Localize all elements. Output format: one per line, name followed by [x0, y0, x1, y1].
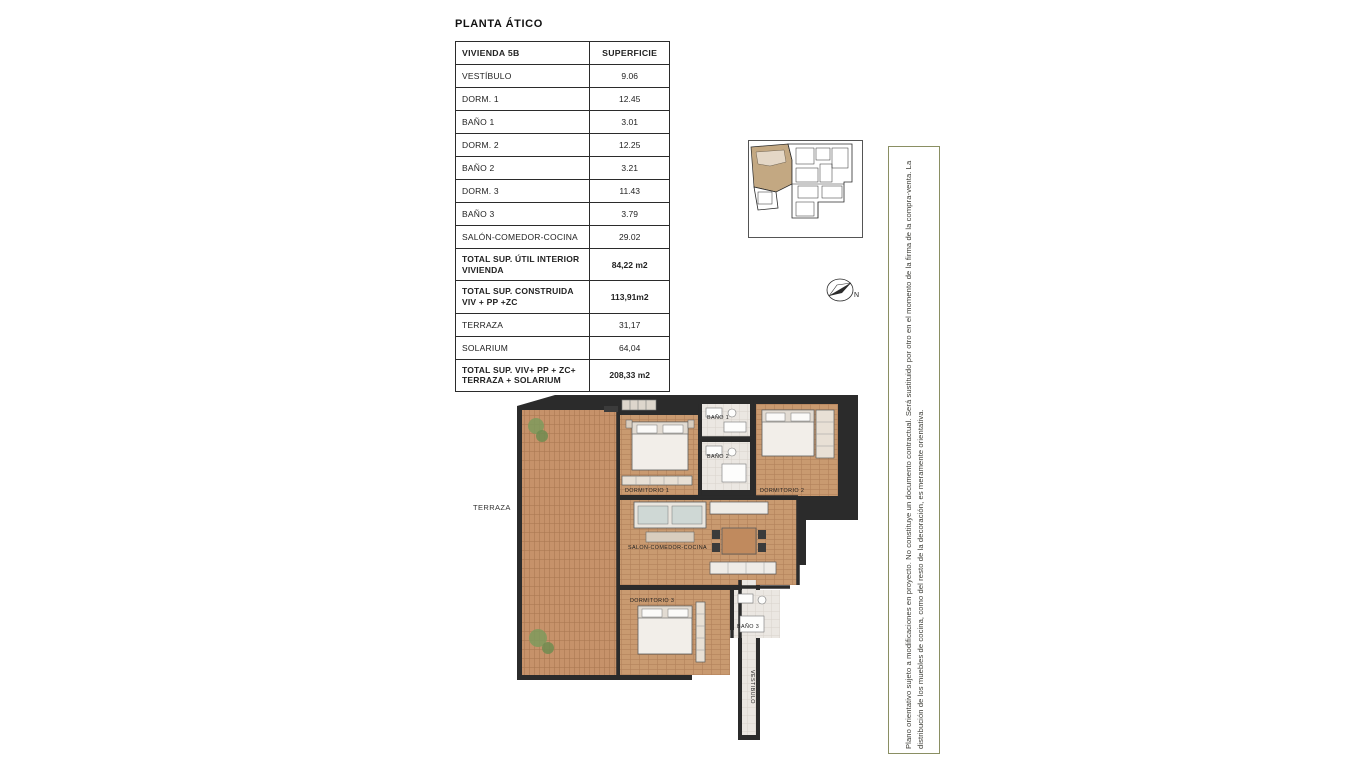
table-row	[456, 65, 670, 88]
room-label-vestibulo: VESTIBULO	[749, 670, 755, 704]
table-total-row	[456, 249, 670, 281]
row-value: 12.45	[590, 88, 670, 111]
row-value: 3.79	[590, 203, 670, 226]
row-label: TERRAZA	[456, 313, 590, 336]
table-row	[456, 226, 670, 249]
row-label: BAÑO 3	[456, 203, 590, 226]
table-header-unit: VIVIENDA 5B	[456, 42, 590, 65]
room-label-bano-2: BAÑO 2	[707, 454, 730, 460]
total-value: 84,22 m2	[590, 249, 670, 281]
row-label: BAÑO 1	[456, 111, 590, 134]
row-label: SALÓN-COMEDOR-COCINA	[456, 226, 590, 249]
table-total-row	[456, 281, 670, 313]
total-label: TOTAL SUP. CONSTRUIDA VIV + PP +ZC	[456, 281, 590, 313]
surface-table	[455, 41, 670, 392]
row-label: DORM. 3	[456, 180, 590, 203]
row-value: 11.43	[590, 180, 670, 203]
room-label-bano-3: BAÑO 3	[737, 624, 760, 630]
row-value: 29.02	[590, 226, 670, 249]
row-label: SOLARIUM	[456, 336, 590, 359]
table-row	[456, 336, 670, 359]
compass-rose	[820, 272, 866, 308]
key-plan-thumbnail	[748, 140, 863, 245]
table-row	[456, 88, 670, 111]
table-row	[456, 111, 670, 134]
total-value: 113,91m2	[590, 281, 670, 313]
terrace-label: TERRAZA	[473, 503, 511, 512]
row-value: 12.25	[590, 134, 670, 157]
table-row	[456, 180, 670, 203]
row-label: DORM. 1	[456, 88, 590, 111]
room-label-dormitorio-2: DORMITORIO 2	[760, 488, 805, 494]
disclaimer-box	[888, 146, 940, 754]
row-value: 31,17	[590, 313, 670, 336]
row-value: 64,04	[590, 336, 670, 359]
row-label: BAÑO 2	[456, 157, 590, 180]
row-value: 3.01	[590, 111, 670, 134]
page-title: PLANTA ÁTICO	[455, 18, 543, 30]
total-label: TOTAL SUP. ÚTIL INTERIOR VIVIENDA	[456, 249, 590, 281]
room-label-salon: SALON-COMEDOR-COCINA	[628, 545, 707, 551]
table-header-surface: SUPERFICIE	[590, 42, 670, 65]
table-row	[456, 313, 670, 336]
grand-total-value: 208,33 m2	[590, 359, 670, 391]
table-row	[456, 203, 670, 226]
row-label: VESTÍBULO	[456, 65, 590, 88]
floor-plan-drawing	[460, 380, 880, 760]
row-label: DORM. 2	[456, 134, 590, 157]
disclaimer-text: Plano orientativo sujeto a modificaciones en proyecto. No constituye un documento contractual. Será sustituido por otro en el momento de la firma de la compra-venta. La distribución de los muebles de cocina, como del resto de la decoración, es meramente orientativa.	[904, 160, 925, 749]
room-label-bano-1: BAÑO 1	[707, 415, 730, 421]
svg-text:N: N	[854, 292, 860, 299]
table-row	[456, 134, 670, 157]
row-value: 9.06	[590, 65, 670, 88]
room-label-dormitorio-3: DORMITORIO 3	[630, 598, 675, 604]
grand-total-label: TOTAL SUP. VIV+ PP + ZC+ TERRAZA + SOLARIUM	[456, 359, 590, 391]
table-header-row	[456, 42, 670, 65]
table-row	[456, 157, 670, 180]
row-value: 3.21	[590, 157, 670, 180]
room-label-dormitorio-1: DORMITORIO 1	[625, 488, 670, 494]
